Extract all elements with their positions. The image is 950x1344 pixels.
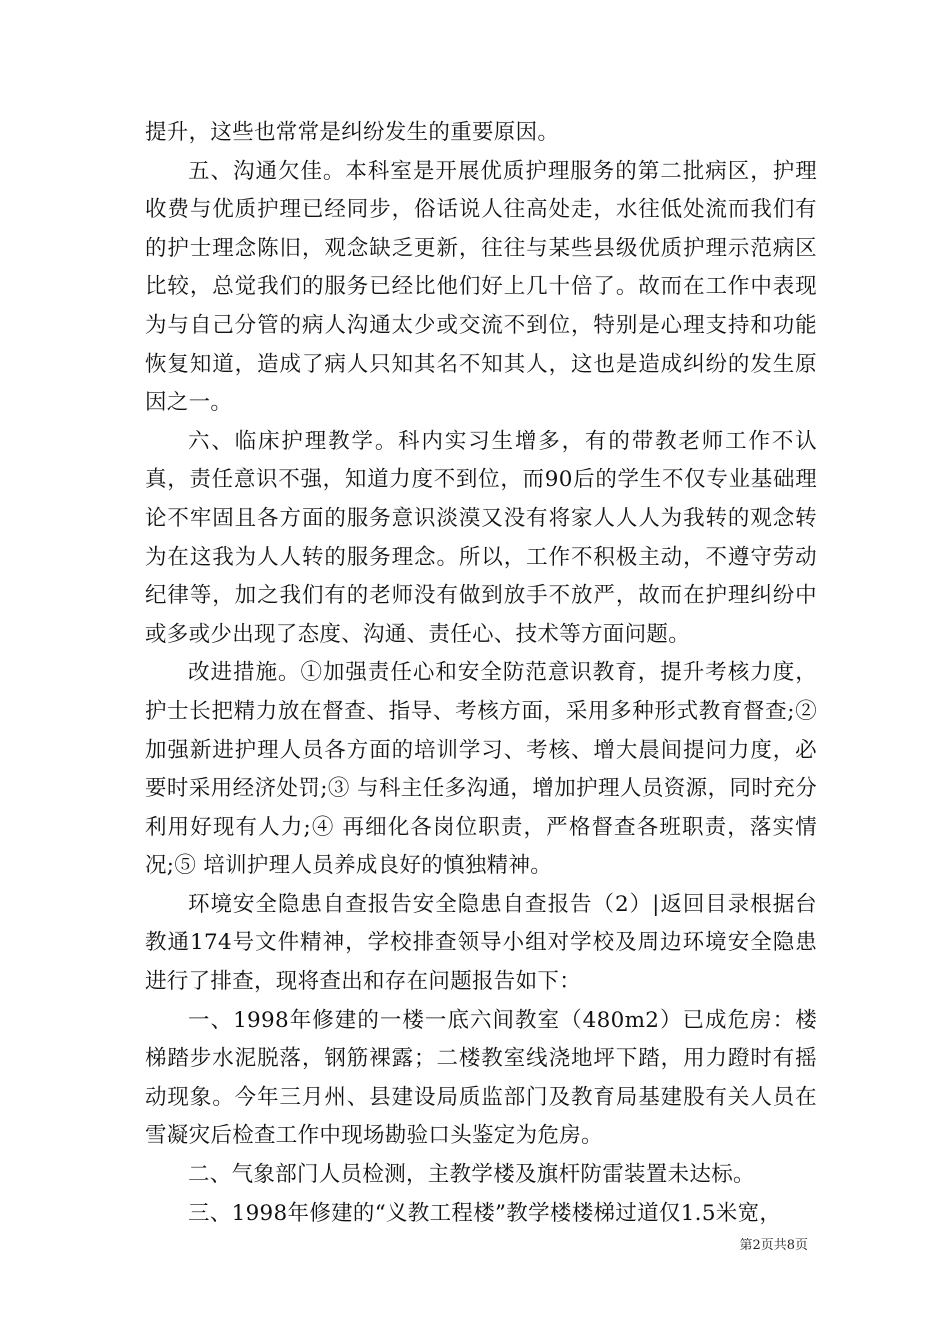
paragraph-6: 一、1998年修建的一楼一底六间教室（480m2）已成危房：楼梯踏步水泥脱落，钢筋裸露；二楼教室线浇地坪下踏，用力蹬时有摇动现象。今年三月州、县建设局质监部门及教育局基建股有关人员在雪凝灾后检查工作中现场勘验口头鉴定为危房。 (145, 1007, 817, 1149)
paragraph-2: 五、沟通欠佳。本科室是开展优质护理服务的第二批病区，护理收费与优质护理已经同步，俗话说人往高处走，水往低处流而我们有的护士理念陈旧，观念缺乏更新，往往与某些县级优质护理示范病区比较，总觉我们的服务已经比他们好上几十倍了。故而在工作中表现为与自己分管的病人沟通太少或交流不到位，特别是心理支持和功能恢复知道，造成了病人只知其名不知其人，这也是造成纠纷的发生原因之一。 (145, 158, 817, 416)
paragraph-1: 提升，这些也常常是纠纷发生的重要原因。 (145, 120, 560, 145)
paragraph-5: 环境安全隐患自查报告安全隐患自查报告（2）|返回目录根据台教通174号文件精神，学校排查领导小组对学校及周边环境安全隐患进行了排查，现将查出和存在问题报告如下： (145, 891, 817, 995)
paragraph-8: 三、1998年修建的“义教工程楼”教学楼楼梯过道仅1.5米宽， (188, 1200, 782, 1226)
paragraph-7: 二、气象部门人员检测，主教学楼及旗杆防雷装置未达标。 (188, 1162, 755, 1188)
page-number-footer: 第2页共8页 (739, 1238, 808, 1253)
document-body (145, 114, 817, 1233)
paragraph-3: 六、临床护理教学。科内实习生增多，有的带教老师工作不认真，责任意识不强，知道力度不到位，而90后的学生不仅专业基础理论不牢固且各方面的服务意识淡漠又没有将家人人人为我转的观念转为在这我为人人转的服务理念。所以，工作不积极主动，不遵守劳动纪律等，加之我们有的老师没有做到放手不放严，故而在护理纠纷中或多或少出现了态度、沟通、责任心、技术等方面问题。 (145, 428, 817, 647)
paragraph-4: 改进措施。①加强责任心和安全防范意识教育，提升考核力度，护士长把精力放在督查、指导、考核方面，采用多种形式教育督查;② 加强新进护理人员各方面的培训学习、考核、增大晨间提问力度，必要时采用经济处罚;③ 与科主任多沟通，增加护理人员资源，同时充分利用好现有人力;④ 再细化各岗位职责，严格督查各班职责，落实情况;⑤ 培训护理人员养成良好的慎独精神。 (145, 660, 817, 879)
